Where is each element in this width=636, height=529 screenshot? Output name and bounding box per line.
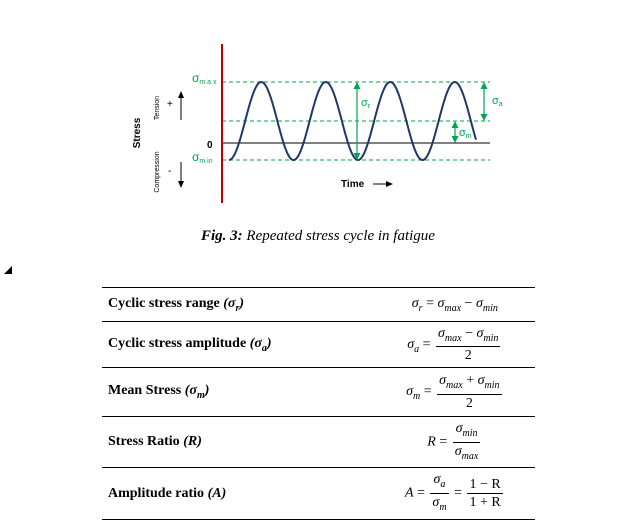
- row-name: Mean Stress $(\sigma_m)$: [102, 368, 375, 417]
- sigma-a-arrowhead-bottom: [481, 114, 488, 121]
- tension-label: Tension: [154, 95, 161, 121]
- ratio-formula: R = $\frac{\sigma_{min}}{\sigma_{max}}$: [375, 417, 535, 468]
- range-formula: $\sigma_r = \sigma_{max} - \sigma_{min}$: [375, 288, 535, 322]
- table-row: [102, 322, 535, 368]
- time-axis-label: Time: [341, 179, 365, 190]
- table-row: [102, 288, 535, 322]
- row-name: Amplitude ratio (A): [102, 468, 375, 520]
- row-name: Stress Ratio (R): [102, 417, 375, 468]
- sigma-m-arrowhead-bottom: [452, 136, 459, 143]
- amplitude-ratio-formula: A = $\frac{\sigma_a}{\sigma_m}$ = $\frac{1 - R}{1 + R}$: [375, 468, 535, 520]
- caption-text: Repeated stress cycle in fatigue: [242, 228, 435, 244]
- table-row: [102, 368, 535, 417]
- fatigue-formula-table: [102, 287, 535, 520]
- stress-cycle-figure: [0, 0, 636, 215]
- plus-label: +: [167, 99, 173, 110]
- sigma-m-arrowhead-top: [452, 121, 459, 128]
- row-name: Cyclic stress range $(\sigma_r)$: [102, 288, 375, 322]
- mean-formula: $\sigma_m$ = $\frac{\sigma_{max} + \sigma_{min}}{2}$: [375, 368, 535, 417]
- time-arrowhead: [386, 181, 393, 187]
- sigma-m-label: σm: [459, 127, 472, 140]
- sigma-a-arrowhead-top: [481, 82, 488, 89]
- sigma-r-label: σr: [361, 97, 371, 110]
- table-row: [102, 417, 535, 468]
- stress-axis-label: Stress: [132, 117, 143, 149]
- sigma-r-arrowhead-top: [354, 82, 361, 89]
- compression-label: Compression: [154, 151, 161, 193]
- sigma-max-label: σm a x: [192, 71, 217, 86]
- table-row: [102, 468, 535, 520]
- zero-label: 0: [207, 140, 213, 151]
- row-name: Cyclic stress amplitude $(\sigma_a)$: [102, 322, 375, 368]
- corner-triangle-icon: [4, 266, 12, 274]
- figure-caption: [0, 228, 636, 245]
- minus-label: -: [168, 166, 172, 177]
- sigma-min-label: σm in: [192, 150, 213, 165]
- tension-arrowhead: [178, 91, 184, 98]
- sigma-a-label: σa: [492, 95, 503, 108]
- amplitude-formula: $\sigma_a$ = $\frac{\sigma_{max} - \sigma_{min}}{2}$: [375, 322, 535, 368]
- caption-label: Fig. 3:: [201, 228, 243, 244]
- compression-arrowhead: [178, 181, 184, 188]
